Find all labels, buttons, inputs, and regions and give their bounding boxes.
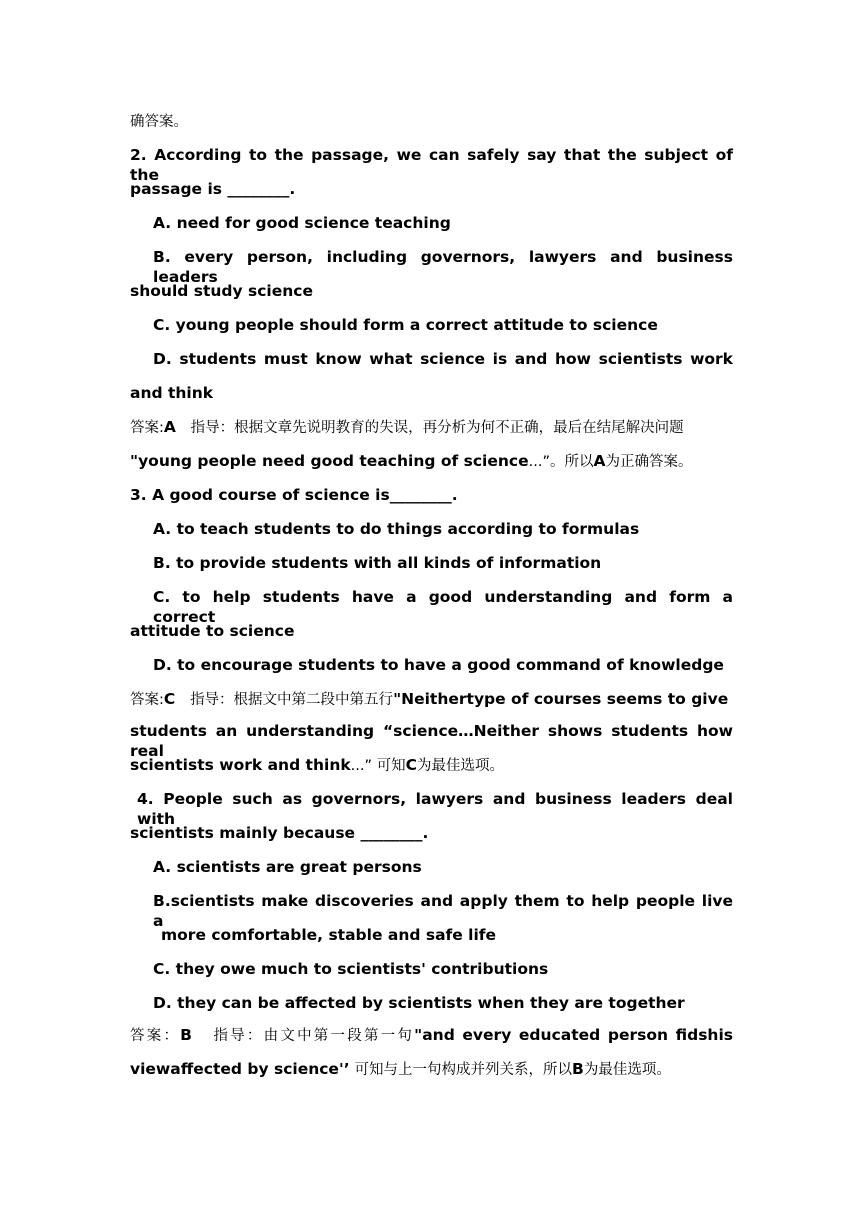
answer-4-cont (130, 1059, 733, 1080)
answer-explanation: 指导：由文中第一段第一句 (213, 1028, 415, 1044)
question-3-option-b: B. to provide students with all kinds of information (153, 554, 602, 572)
answer-letter: A (593, 452, 606, 470)
answer-quote: viewaffected by science'’ (130, 1060, 350, 1078)
answer-2 (130, 417, 733, 438)
question-3-option-c-cont: attitude to science (130, 622, 295, 640)
question-2-option-c: C. young people should form a correct attitude to science (153, 316, 658, 334)
question-2-option-b: B. every person, including governors, lawyers and business leaders (153, 248, 733, 286)
ellipsis: ... (350, 758, 365, 774)
answer-explanation: 指导：根据文中第二段中第五行 (190, 692, 394, 708)
question-3-option-a: A. to teach students to do things according to formulas (153, 520, 640, 538)
answer-letter: A (163, 418, 176, 436)
text-line (130, 111, 733, 132)
question-3-option-d: D. to encourage students to have a good command of knowledge (153, 656, 724, 674)
answer-quote: "Neithertype of courses seems to give (393, 690, 729, 708)
answer-explanation-end: 为正确答案。 (605, 454, 693, 470)
answer-4 (130, 1025, 733, 1046)
answer-label: 答案: (130, 692, 164, 708)
answer-explanation-end: 为最佳选项。 (583, 1062, 671, 1078)
answer-explanation: 指导：根据文章先说明教育的失误，再分析为何不正确，最后在结尾解决问题 (190, 420, 684, 436)
answer-explanation-end: 为最佳选项。 (417, 758, 504, 774)
answer-letter: C (163, 690, 176, 708)
answer-explanation-tail: ”。所以 (542, 454, 594, 470)
question-2-option-a: A. need for good science teaching (153, 214, 451, 232)
question-4-stem: 4. People such as governors, lawyers and business leaders deal with (137, 790, 733, 828)
question-3-stem: 3. A good course of science is________. (130, 486, 458, 504)
continuation-text: 确答案。 (130, 114, 188, 130)
question-2-option-d: D. students must know what science is and how scientists work (153, 350, 733, 368)
question-2-stem: 2. According to the passage, we can safely say that the subject of the (130, 146, 733, 184)
question-4-option-b-cont: more comfortable, stable and safe life (161, 926, 497, 944)
question-4-option-b: B.scientists make discoveries and apply them to help people live a (153, 892, 733, 930)
answer-explanation-mid: ” 可知 (364, 758, 406, 774)
answer-explanation-mid: 可知与上一句构成并列关系，所以 (354, 1062, 573, 1078)
answer-letter: B (180, 1026, 192, 1044)
answer-label: 答案: (130, 420, 164, 436)
question-3-option-c: C. to help students have a good understanding and form a correct (153, 588, 733, 626)
answer-3 (130, 689, 733, 710)
answer-quote: "and every educated person fidshis (414, 1026, 734, 1044)
answer-letter: B (572, 1060, 584, 1078)
question-4-option-a: A. scientists are great persons (153, 858, 422, 876)
answer-3-end (130, 755, 733, 776)
answer-3-cont: students an understanding “science…Neither shows students how real (130, 722, 733, 760)
ellipsis: ... (528, 454, 543, 470)
question-4-option-d: D. they can be affected by scientists when they are together (153, 994, 685, 1012)
answer-2-cont (130, 451, 733, 472)
answer-letter: C (405, 756, 417, 774)
question-4-option-c: C. they owe much to scientists' contributions (153, 960, 549, 978)
question-2-stem-cont: passage is ________. (130, 180, 296, 198)
answer-quote: "young people need good teaching of science (130, 452, 529, 470)
answer-quote: scientists work and think (130, 756, 351, 774)
question-2-option-d-cont: and think (130, 384, 214, 402)
answer-label: 答案： (130, 1028, 181, 1044)
question-4-stem-cont: scientists mainly because ________. (130, 824, 429, 842)
question-2-option-b-cont: should study science (130, 282, 313, 300)
